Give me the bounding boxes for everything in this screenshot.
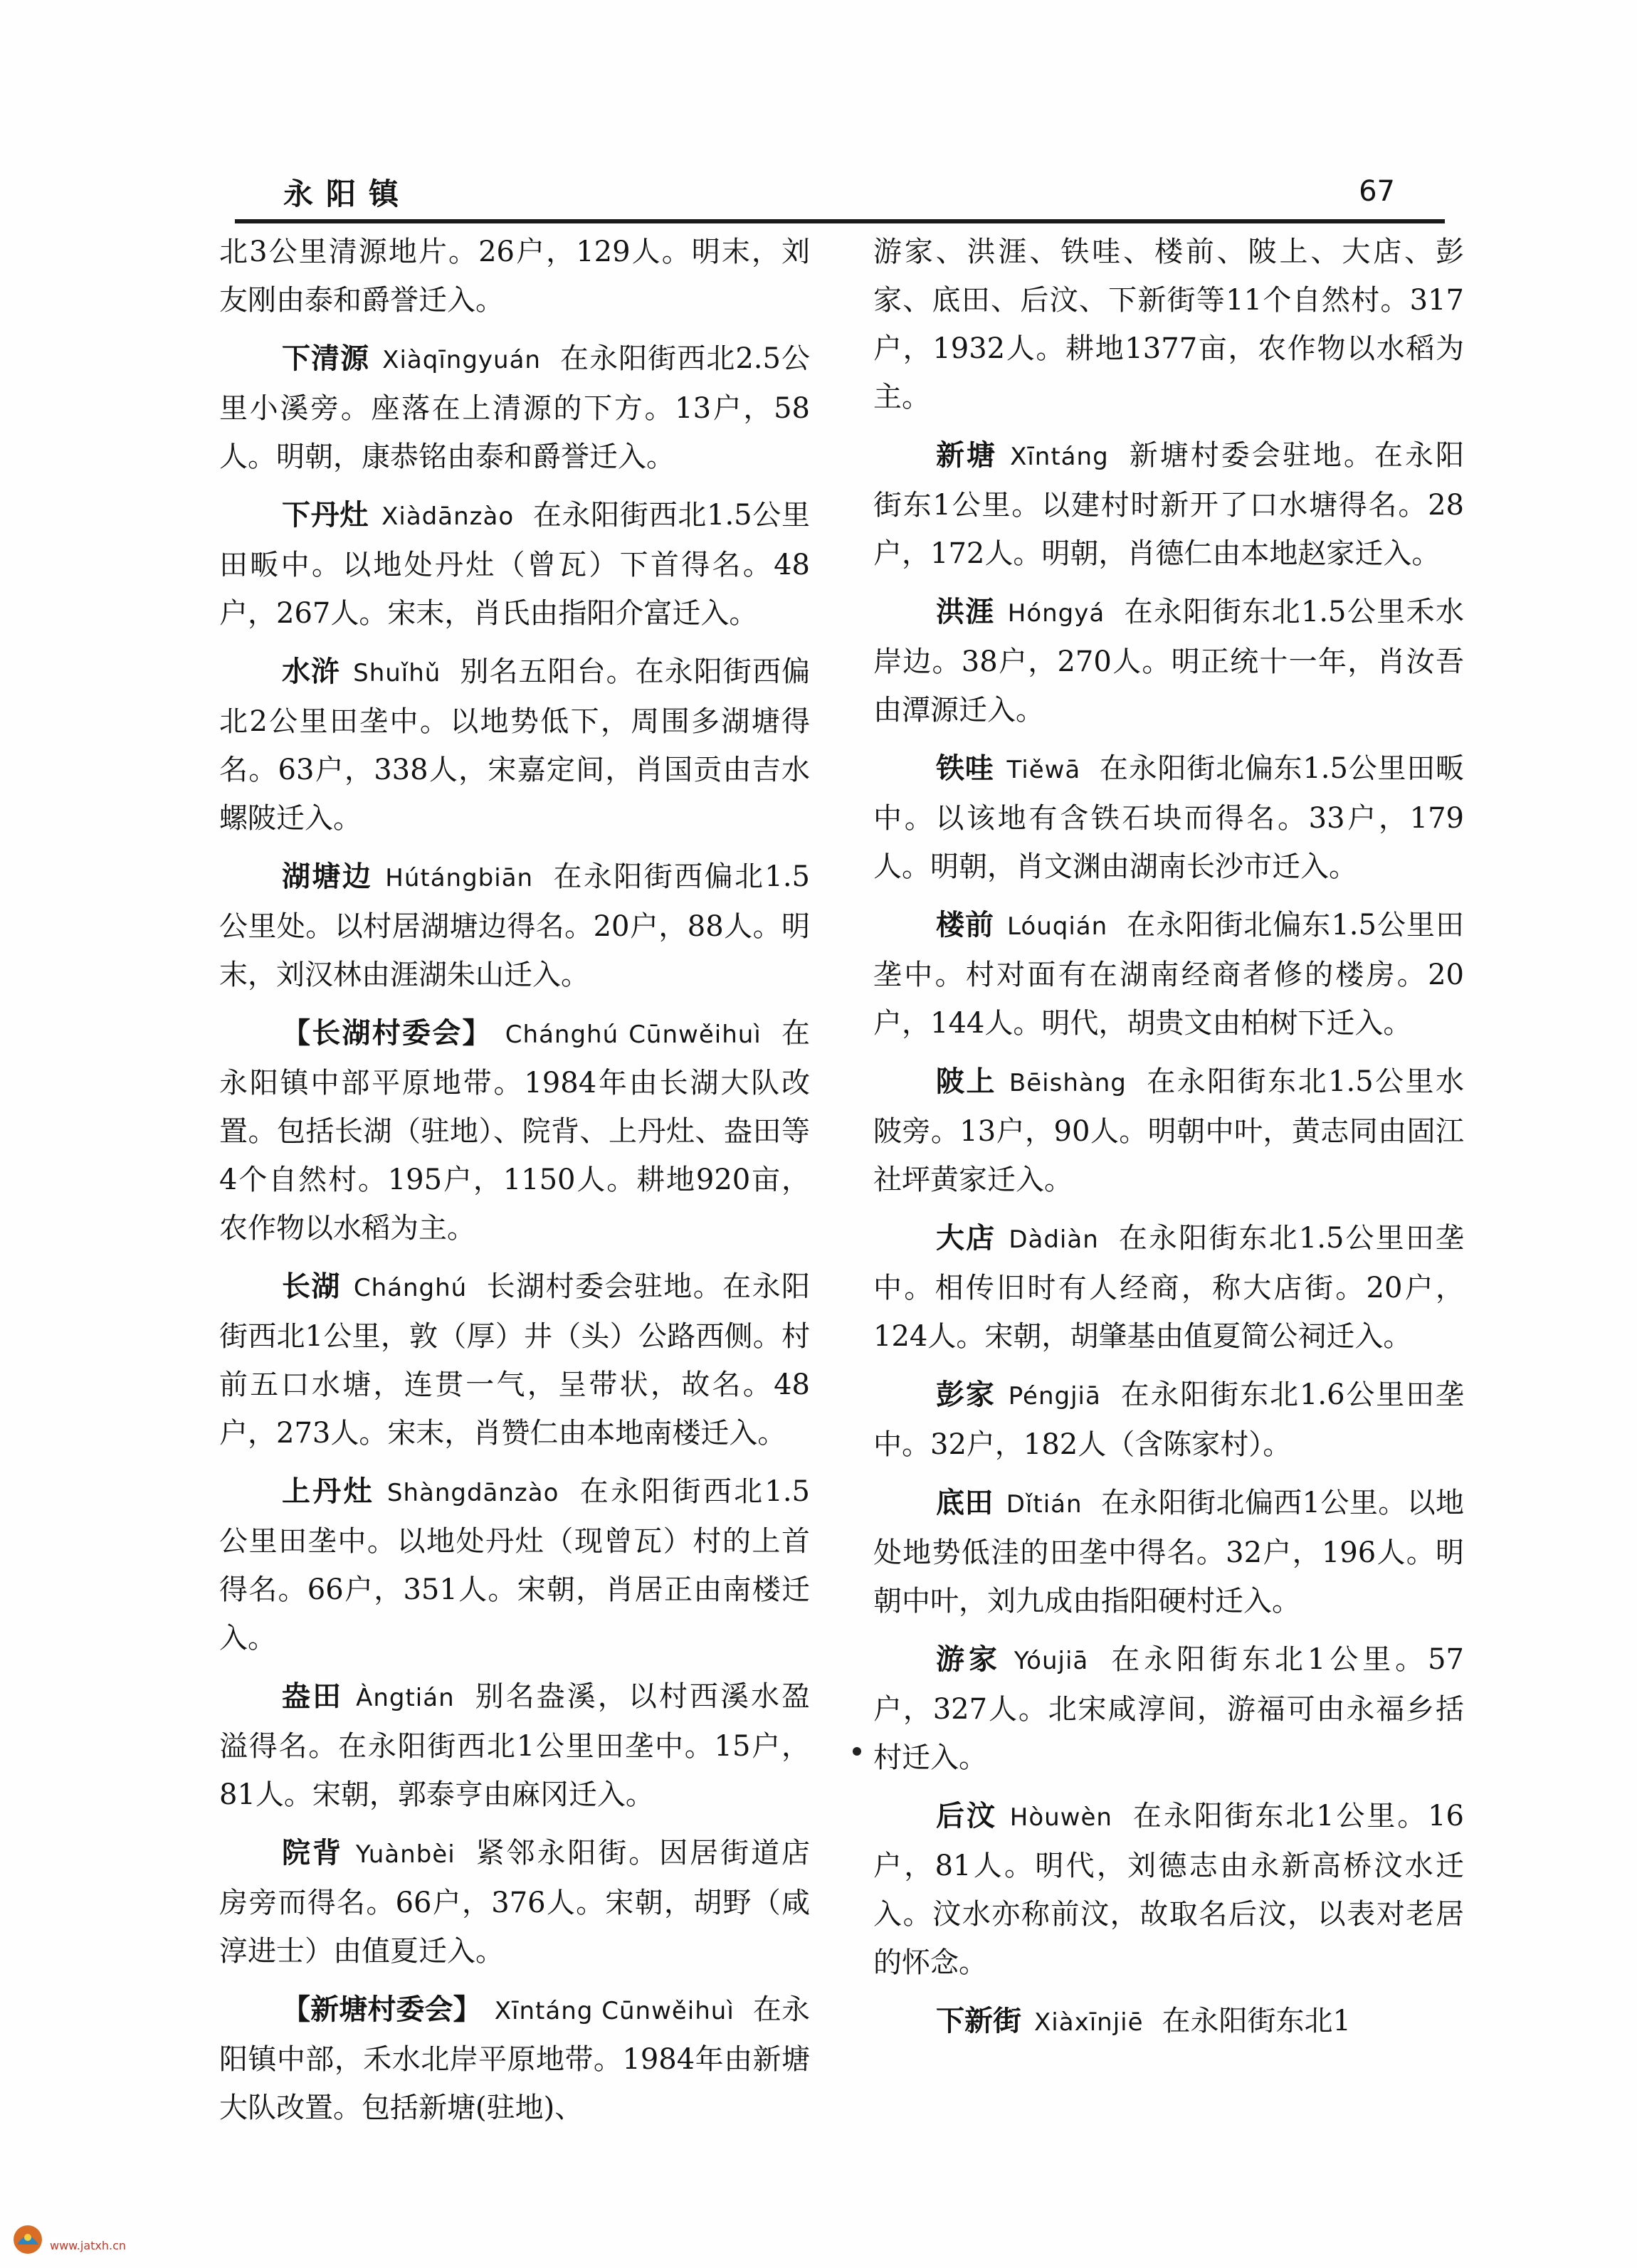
place-entry [219, 648, 810, 843]
entry-text: 在永阳街东北1.5公里田垄中。相传旧时有人经商，称大店街。20户，124人。宋朝，胡肇基由值夏简公祠迁入。 [873, 1222, 1465, 1353]
entry-text: 紧邻永阳街。因居街道店房旁而得名。66户，376人。宋朝，胡野（咸淳进士）由值夏迁入。 [219, 1837, 811, 1968]
place-pinyin: Hútángbiān [385, 864, 534, 892]
place-entry [873, 901, 1464, 1048]
entry-text: 在永阳街北偏东1.5公里田畈中。以该地有含铁石块而得名。33户，179人。明朝，肖文渊由湖南长沙市迁入。 [873, 752, 1464, 883]
place-name: 洪涯 [936, 595, 995, 628]
place-name: 湖塘边 [282, 860, 373, 893]
entry-text: 在永阳街东北1 [1162, 2005, 1351, 2037]
place-pinyin: Xīntáng [1010, 443, 1109, 471]
place-entry [873, 1214, 1464, 1361]
header-rule [235, 219, 1445, 223]
place-entry [219, 334, 810, 481]
place-entry [219, 1467, 810, 1662]
place-pinyin: Péngjiā [1008, 1382, 1101, 1410]
place-pinyin: Bēishàng [1009, 1069, 1127, 1097]
place-name: 陂上 [936, 1065, 996, 1098]
place-pinyin: Tiěwā [1006, 756, 1081, 784]
entry-text: 别名盎溪，以村西溪水盈溢得名。在永阳街西北1公里田垄中。15户，81人。宋朝，郭泰亨由麻冈迁入。 [219, 1680, 811, 1811]
place-name: 彭家 [936, 1378, 996, 1411]
entry-text: 在永阳街北偏东1.5公里田垄中。村对面有在湖南经商者修的楼房。20户，144人。明代，胡贵文由柏树下迁入。 [873, 909, 1464, 1040]
continued-paragraph [219, 228, 810, 325]
entry-text: 游家、洪涯、铁哇、楼前、陂上、大店、彭家、底田、后汶、下新街等11个自然村。317户，1932人。耕地1377亩，农作物以水稻为主。 [873, 236, 1464, 413]
place-name: 大店 [936, 1221, 996, 1255]
entry-text: 在永阳街东北1公里。57户，327人。北宋咸淳间，游福可由永福乡括村迁入。 [873, 1643, 1465, 1774]
entry-text: 别名五阳台。在永阳街西偏北2公里田垄中。以地势低下，周围多湖塘得名。63户，338人，宋嘉定间，肖国贡由吉水螺陂迁入。 [219, 655, 810, 835]
place-pinyin: Chánghú Cūnwěihuì [505, 1020, 762, 1049]
place-entry [873, 1997, 1464, 2047]
entry-text: 在永阳街西偏北1.5公里处。以村居湖塘边得名。20户，88人。明末，刘汉林由涯湖朱山迁入。 [219, 860, 810, 991]
place-pinyin: Dàdiàn [1009, 1225, 1099, 1254]
entry-text: 在永阳街西北2.5公里小溪旁。座落在上清源的下方。13户，58人。明朝，康恭铭由泰和爵誉迁入。 [219, 342, 811, 473]
place-entry [873, 588, 1464, 734]
entry-text: 在永阳街北偏西1公里。以地处地势低洼的田垄中得名。32户，196人。明朝中叶，刘九成由指阳硬村迁入。 [873, 1487, 1465, 1618]
place-entry [219, 491, 810, 638]
place-name: 楼前 [936, 908, 995, 942]
entry-text: 在永阳街东北1.5公里禾水岸边。38户，270人。明正统十一年，肖汝吾由潭源迁入。 [873, 596, 1464, 727]
place-name: 上丹灶 [282, 1475, 374, 1508]
place-entry [219, 853, 810, 999]
place-pinyin: Dǐtián [1006, 1490, 1083, 1519]
place-name: 新塘 [936, 438, 998, 472]
entry-text: 在永阳镇中部，禾水北岸平原地带。1984年由新塘大队改置。包括新塘(驻地)、 [219, 1993, 811, 2124]
entry-text: 在永阳镇中部平原地带。1984年由长湖大队改置。包括长湖（驻地）、院背、上丹灶、盎田等4个自然村。195户，1150人。耕地920亩，农作物以水稻为主。 [219, 1017, 811, 1245]
running-title: 永阳镇 [283, 176, 412, 211]
watermark-logo-icon [11, 2223, 44, 2256]
place-pinyin: Xiàqīngyuán [382, 346, 541, 374]
place-entry [219, 1262, 810, 1457]
place-name: 后汶 [936, 1799, 997, 1832]
place-pinyin: Shàngdānzào [386, 1479, 559, 1507]
page-number: 67 [1359, 175, 1395, 208]
place-entry [873, 744, 1464, 891]
place-entry [873, 1057, 1464, 1204]
watermark-url: www.jatxh.cn [50, 2239, 127, 2252]
place-name: 下丹灶 [282, 498, 369, 532]
place-entry [873, 1635, 1464, 1782]
place-entry [873, 1371, 1464, 1469]
continued-paragraph [873, 228, 1464, 421]
left-column [219, 228, 810, 2142]
place-pinyin: Hòuwèn [1009, 1803, 1112, 1832]
place-entry [873, 1792, 1464, 1987]
site-watermark [4, 2219, 204, 2260]
place-name: 下清源 [282, 342, 370, 375]
place-name: 长湖 [282, 1270, 341, 1303]
page-header [235, 164, 1445, 221]
place-entry [873, 1479, 1464, 1625]
entry-text: 北3公里清源地片。26户，129人。明末，刘友刚由泰和爵誉迁入。 [219, 236, 810, 317]
entry-text: 在永阳街东北1.5公里水陂旁。13户，90人。明朝中叶，黄志同由固江社坪黄家迁入。 [873, 1065, 1465, 1196]
place-pinyin: Shuǐhǔ [353, 659, 441, 687]
place-name: 【长湖村委会】 [282, 1016, 493, 1050]
place-pinyin: Hóngyá [1007, 599, 1105, 628]
place-pinyin: Lóuqián [1007, 912, 1108, 941]
place-entry [219, 1672, 810, 1819]
place-pinyin: Yuànbèi [355, 1840, 456, 1869]
place-pinyin: Àngtián [356, 1684, 455, 1712]
entry-text: 在永阳街西北1.5公里田垄中。以地处丹灶（现曾瓦）村的上首得名。66户，351人。宋朝，肖居正由南楼迁入。 [219, 1475, 810, 1655]
place-entry [219, 1985, 810, 2132]
place-pinyin: Xiàdānzào [381, 502, 515, 531]
place-entry [219, 1009, 810, 1252]
place-pinyin: Xīntáng Cūnwěihuì [494, 1997, 735, 2025]
place-pinyin: Chánghú [353, 1274, 468, 1302]
scan-speck [853, 1747, 861, 1756]
place-name: 游家 [936, 1642, 1001, 1676]
entry-text: 长湖村委会驻地。在永阳街西北1公里，敦（厚）井（头）公路西侧。村前五口水塘，连贯一气，呈带状，故名。48户，273人。宋末，肖赞仁由本地南楼迁入。 [219, 1270, 811, 1450]
entry-text: 在永阳街西北1.5公里田畈中。以地处丹灶（曾瓦）下首得名。48户，267人。宋末，肖氏由指阳介富迁入。 [219, 499, 810, 630]
place-name: 下新街 [936, 2004, 1021, 2037]
place-name: 院背 [282, 1836, 343, 1869]
place-name: 底田 [936, 1486, 994, 1519]
place-name: 【新塘村委会】 [282, 1993, 482, 2026]
entry-text: 在永阳街东北1公里。16户，81人。明代，刘德志由永新高桥汶水迁入。汶水亦称前汶，故取名后汶，以表对老居的怀念。 [873, 1800, 1464, 1979]
right-column [873, 228, 1464, 2057]
entry-text: 新塘村委会驻地。在永阳街东1公里。以建村时新开了口水塘得名。28户，172人。明朝，肖德仁由本地赵家迁入。 [873, 439, 1464, 570]
place-entry [219, 1829, 810, 1976]
place-name: 铁哇 [936, 751, 994, 785]
place-name: 盎田 [282, 1679, 344, 1713]
place-name: 水浒 [282, 655, 341, 688]
place-entry [873, 431, 1464, 578]
entry-text: 在永阳街东北1.6公里田垄中。32户，182人（含陈家村）。 [873, 1378, 1464, 1461]
place-pinyin: Xiàxīnjiē [1034, 2008, 1144, 2037]
place-pinyin: Yóujiā [1014, 1647, 1089, 1675]
